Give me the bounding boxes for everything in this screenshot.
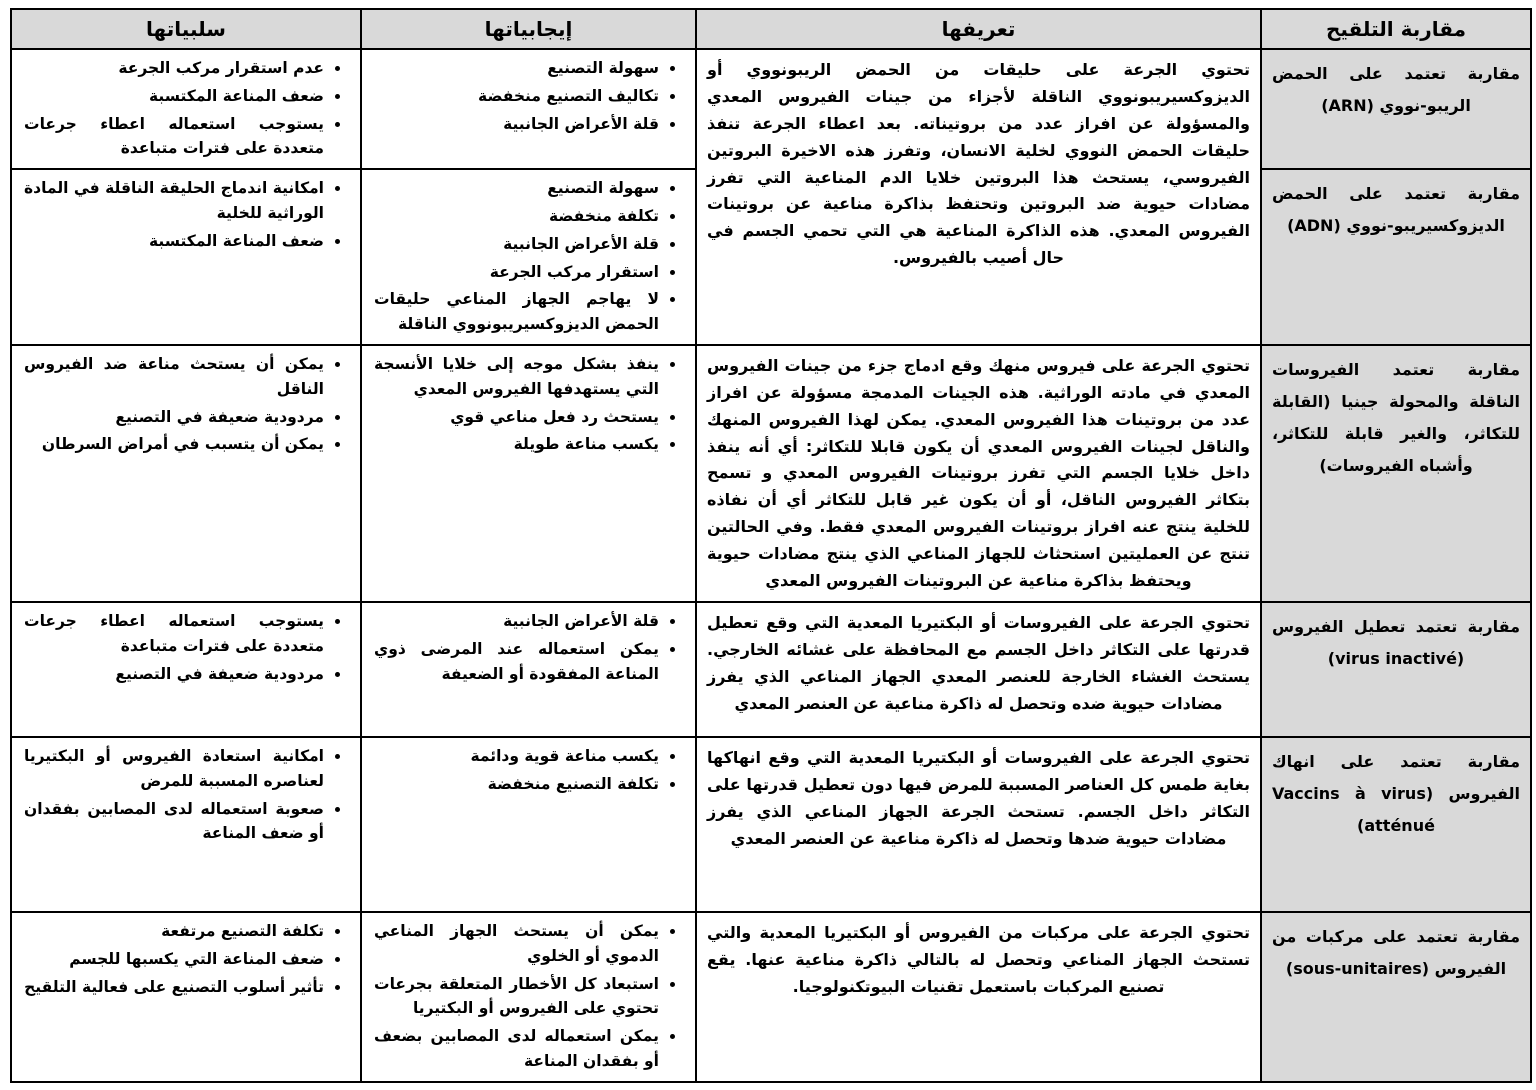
row-attenuated — [11, 737, 1531, 912]
con-item: • امكانية اندماج الحليقة الناقلة في المادة الوراثية للخلية — [24, 176, 324, 226]
pro-item: • تكلفة التصنيع منخفضة — [374, 772, 659, 797]
cell-cons-inactivated — [11, 602, 361, 737]
cell-pros-attenuated — [361, 737, 696, 912]
pro-item: • يكسب مناعة طويلة — [374, 432, 659, 457]
cell-cons-viral-vector — [11, 345, 361, 602]
con-item: • يستوجب استعماله اعطاء جرعات متعددة على فترات متباعدة — [24, 609, 324, 659]
con-item: • يمكن أن يتسبب في أمراض السرطان — [24, 432, 324, 457]
header-cons: سلبياتها — [11, 9, 361, 49]
cons-list-inactivated — [18, 607, 354, 686]
cell-approach-attenuated: مقاربة تعتمد على انهاك الفيروس (Vaccins à virus atténué) — [1261, 737, 1531, 912]
con-item: • امكانية استعادة الفيروس أو البكتيريا لعناصره المسببة للمرض — [24, 744, 324, 794]
pro-item: • قلة الأعراض الجانبية — [374, 232, 659, 257]
con-item: • ضعف المناعة المكتسبة — [24, 229, 324, 254]
cons-list-adn — [18, 174, 354, 253]
row-viral-vector — [11, 345, 1531, 602]
pro-item: • ينفذ بشكل موجه إلى خلايا الأنسجة التي يستهدفها الفيروس المعدي — [374, 352, 659, 402]
pro-item: • سهولة التصنيع — [374, 56, 659, 81]
con-item: • مردودية ضعيفة في التصنيع — [24, 662, 324, 687]
cell-cons-arn — [11, 49, 361, 169]
pro-item: • يكسب مناعة قوية ودائمة — [374, 744, 659, 769]
pro-item: • يستحث رد فعل مناعي قوي — [374, 405, 659, 430]
cell-cons-subunit — [11, 912, 361, 1082]
cell-approach-subunit: مقاربة تعتمد على مركبات من الفيروس (sous-unitaires) — [1261, 912, 1531, 1082]
vaccination-approaches-table — [10, 8, 1532, 1083]
pro-item: • سهولة التصنيع — [374, 176, 659, 201]
header-row — [11, 9, 1531, 49]
cell-approach-viral-vector: مقاربة تعتمد الفيروسات الناقلة والمحولة جينيا (القابلة للتكاثر، والغير قابلة للتكاثر، وأشباه الفيروسات) — [1261, 345, 1531, 602]
header-pros: إيجابياتها — [361, 9, 696, 49]
con-item: • يستوجب استعماله اعطاء جرعات متعددة على فترات متباعدة — [24, 112, 324, 162]
pros-list-inactivated — [368, 607, 689, 686]
cell-cons-adn — [11, 169, 361, 345]
cell-pros-inactivated — [361, 602, 696, 737]
cell-approach-arn: مقاربة تعتمد على الحمض الريبو-نووي (ARN) — [1261, 49, 1531, 169]
pros-list-viral-vector — [368, 350, 689, 457]
con-item: • ضعف المناعة التي يكسبها للجسم — [24, 947, 324, 972]
pro-item: • تكلفة منخفضة — [374, 204, 659, 229]
cell-definition-subunit: تحتوي الجرعة على مركبات من الفيروس أو البكتيريا المعدية والتي تستحث الجهاز المناعي وتحصل له بالتالي ذاكرة مناعية عنها. يقع تصنيع المركبات باستعمل تقنيات البيوتكنولوجيا. — [696, 912, 1261, 1082]
cell-pros-subunit — [361, 912, 696, 1082]
cell-pros-adn — [361, 169, 696, 345]
cell-approach-inactivated: مقاربة تعتمد تعطيل الفيروس (virus inactivé) — [1261, 602, 1531, 737]
cons-list-subunit — [18, 917, 354, 999]
header-approach: مقاربة التلقيح — [1261, 9, 1531, 49]
cell-cons-attenuated — [11, 737, 361, 912]
cell-definition-inactivated: تحتوي الجرعة على الفيروسات أو البكتيريا المعدية التي وقع تعطيل قدرتها على التكاثر داخل الجسم مع المحافظة على غشائه الخارجي. يستحث الغشاء الخارجة للعنصر المعدي الجهاز المناعي الذي يفرز مضادات حيوية ضده وتحصل له ذاكرة مناعية عن العنصر المعدي — [696, 602, 1261, 737]
cell-definition-nucleic-acid: تحتوي الجرعة على حليقات من الحمض الريبونووي أو الديزوكسيريبونووي الناقلة لأجزاء من جينات الفيروس المعدي والمسؤولة عن افراز عدد من بروتيناته. بعد اعطاء الجرعة تنفذ حليقات الحمض النووي لخلية الانسان، وتفرز هذه الاخيرة البروتين الفيروسي، يستحث هذا البروتين خلايا الدم المناعية التي تفرز مضادات حيوية ضد البروتين وتحتفظ بذاكرة مناعية عن بروتينات الفيروس المعدي. هذه الذاكرة المناعية هي التي تحمي الجسم في حال أصيب بالفيروس. — [696, 49, 1261, 345]
pro-item: • يمكن أن يستحث الجهاز المناعي الدموي أو الخلوي — [374, 919, 659, 969]
con-item: • تكلفة التصنيع مرتفعة — [24, 919, 324, 944]
row-subunit — [11, 912, 1531, 1082]
row-arn — [11, 49, 1531, 169]
cell-approach-adn: مقاربة تعتمد على الحمض الديزوكسيريبو-نووي (ADN) — [1261, 169, 1531, 345]
pros-list-attenuated — [368, 742, 689, 797]
pro-item: • استبعاد كل الأخطار المتعلقة بجرعات تحتوي على الفيروس أو البكتيريا — [374, 972, 659, 1022]
row-inactivated — [11, 602, 1531, 737]
con-item: • يمكن أن يستحث مناعة ضد الفيروس الناقل — [24, 352, 324, 402]
header-definition: تعريفها — [696, 9, 1261, 49]
con-item: • ضعف المناعة المكتسبة — [24, 84, 324, 109]
con-item: • تأثير أسلوب التصنيع على فعالية التلقيح — [24, 975, 324, 1000]
pro-item: • يمكن استعماله عند المرضى ذوي المناعة المفقودة أو الضعيفة — [374, 637, 659, 687]
pros-list-subunit — [368, 917, 689, 1074]
pro-item: • قلة الأعراض الجانبية — [374, 609, 659, 634]
pro-item: • قلة الأعراض الجانبية — [374, 112, 659, 137]
pros-list-adn — [368, 174, 689, 337]
cell-pros-arn — [361, 49, 696, 169]
pro-item: • لا يهاجم الجهاز المناعي حليقات الحمض الديزوكسيريبونووي الناقلة — [374, 287, 659, 337]
con-item: • مردودية ضعيفة في التصنيع — [24, 405, 324, 430]
cons-list-attenuated — [18, 742, 354, 846]
cell-definition-viral-vector: تحتوي الجرعة على فيروس منهك وقع ادماج جزء من جينات الفيروس المعدي في مادته الوراثية. هذه الجينات المدمجة مسؤولة عن افراز عدد من بروتينات هذا الفيروس المعدي. يمكن لهذا الفيروس المنهك والناقل لجينات الفيروس المعدي أن يكون قابلا للتكاثر: أي أنه ينفذ داخل خلايا الجسم التي تفرز بروتينات الفيروس المعدي و تسمح بتكاثر الفيروس الناقل، أو أن يكون غير قابل للتكاثر أي أن نفاذه للخلية ينتج عنه افراز بروتينات الفيروس المعدي فقط. وفي الحالتين تنتج عن العمليتين استحثاث للجهاز المناعي الذي ينتج مضادات حيوية ويحتفظ بذاكرة مناعية عن البروتينات الفيروس المعدي — [696, 345, 1261, 602]
cell-definition-attenuated: تحتوي الجرعة على الفيروسات أو البكتيريا المعدية التي وقع انهاكها بغاية طمس كل العناصر المسببة للمرض فيها دون تعطيل قدرتها على التكاثر داخل الجسم. تستحث الجرعة الجهاز المناعي الذي يفرز مضادات حيوية ضدها وتحصل له ذاكرة مناعية عن العنصر المعدي — [696, 737, 1261, 912]
pro-item: • يمكن استعماله لدى المصابين بضعف أو بفقدان المناعة — [374, 1024, 659, 1074]
pros-list-arn — [368, 54, 689, 136]
con-item: • صعوبة استعماله لدى المصابين بفقدان أو ضعف المناعة — [24, 797, 324, 847]
cons-list-viral-vector — [18, 350, 354, 457]
con-item: • عدم استقرار مركب الجرعة — [24, 56, 324, 81]
cell-pros-viral-vector — [361, 345, 696, 602]
pro-item: • استقرار مركب الجرعة — [374, 260, 659, 285]
pro-item: • تكاليف التصنيع منخفضة — [374, 84, 659, 109]
cons-list-arn — [18, 54, 354, 161]
